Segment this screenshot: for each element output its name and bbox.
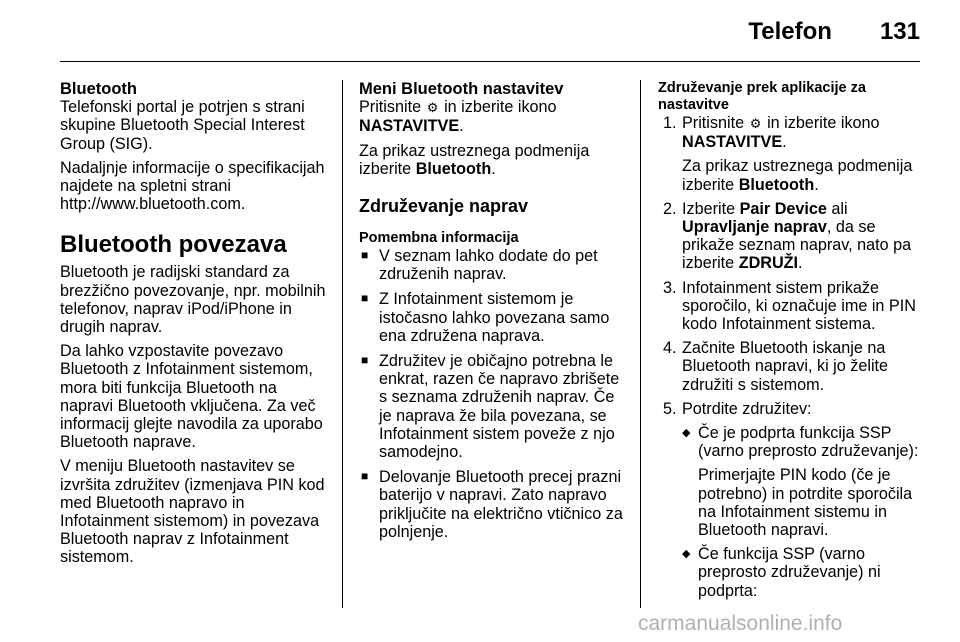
home-gear-icon: ⚙ [426, 100, 439, 116]
label-bluetooth: Bluetooth [415, 159, 492, 178]
list-item: ■ V seznam lahko dodate do pet združenih naprav. [359, 247, 627, 283]
sub-list-detail: Primerjajte PIN kodo (če je potrebno) in potrdite sporočila na Infotainment sistemu in Bluetooth napravi. [698, 466, 913, 540]
page-title: Telefon [748, 18, 832, 45]
page-header [748, 14, 920, 50]
step-1: 1. Pritisnite ⚙ in izberite ikono NASTAVITVE. [663, 114, 880, 152]
heading-device-pairing: Združevanje naprav [359, 196, 529, 217]
step-4: 4. Začnite Bluetooth iskanje na Bluetooth napravi, ki jo želite združiti s sistemom. [663, 339, 889, 394]
column-2 [359, 80, 627, 548]
paragraph: Bluetooth je radijski standard za brezžično povezovanje, npr. mobilnih telefonov, naprav iPod/iPhone in drugih naprav. [60, 263, 326, 337]
paragraph: Za prikaz ustreznega podmenija izberite Bluetooth. [359, 141, 590, 178]
paragraph: Pritisnite ⚙ in izberite ikono NASTAVITVE. [359, 98, 557, 136]
heading-bluetooth-settings-menu: Meni Bluetooth nastavitev [359, 80, 564, 98]
step-2: 2. Izberite Pair Device ali Upravljanje naprav, da se prikaže seznam naprav, nato pa izberite ZDRUŽI. [663, 199, 912, 273]
home-gear-icon: ⚙ [749, 116, 762, 131]
list-item: ■ Z Infotainment sistemom je istočasno lahko povezana samo ena združena naprava. [359, 290, 627, 345]
heading-bluetooth-connection: Bluetooth povezava [60, 231, 287, 259]
list-item: ■ Delovanje Bluetooth precej prazni baterijo v napravi. Zato napravo priključite na električno vtičnico za polnjenje. [359, 468, 627, 541]
step-3: 3. Infotainment sistem prikaže sporočilo, ki označuje ime in PIN kodo Infotainment sistema. [663, 278, 916, 334]
step-5: 5. Potrdite združitev: [663, 399, 812, 418]
paragraph: Da lahko vzpostavite povezavo Bluetooth z Infotainment sistemom, mora biti funkcija Bluetooth na napravi Bluetooth vključena. Za več informacij glejte navodila za uporabo Bluetooth naprave. [60, 342, 323, 452]
column-1 [60, 80, 328, 573]
column-divider-2 [640, 80, 641, 608]
sub-list-item: ◆ Če funkcija SSP (varno preprosto združevanje) ni podprta: [658, 545, 924, 600]
heading-important-info: Pomembna informacija [359, 230, 519, 247]
heading-bluetooth: Bluetooth [60, 80, 137, 98]
list-item: ■ Združitev je običajno potrebna le enkrat, razen če napravo zbrišete s seznama združenih naprav. Če je naprava že bila povezana, se Infotainment sistem poveže z njo samodejno. [359, 352, 627, 461]
watermark: carmanualsonline.info [638, 612, 843, 635]
paragraph: Telefonski portal je potrjen s strani skupine Bluetooth Special Interest Group (SIG). [60, 98, 305, 153]
heading-pairing-via-settings-app: Združevanje prek aplikacije za nastavitve [658, 80, 866, 113]
paragraph: V meniju Bluetooth nastavitev se izvršita združitev (izmenjava PIN kod med Bluetooth napravo in Infotainment sistemom) in povezava Bluetooth naprav z Infotainment sistemom. [60, 457, 325, 567]
label-nastavitve: NASTAVITVE [359, 117, 460, 136]
column-3 [658, 80, 924, 606]
column-divider-1 [342, 80, 343, 608]
step-1-detail: Za prikaz ustreznega podmenija izberite Bluetooth. [682, 157, 913, 194]
sub-list-item: ◆ Če je podprta funkcija SSP (varno preprosto združevanje): [658, 424, 924, 460]
page-number: 131 [879, 18, 920, 45]
header-rule [60, 61, 920, 62]
paragraph: Nadaljnje informacije o specifikacijah najdete na spletni strani http://www.bluetooth.com. [60, 158, 325, 214]
